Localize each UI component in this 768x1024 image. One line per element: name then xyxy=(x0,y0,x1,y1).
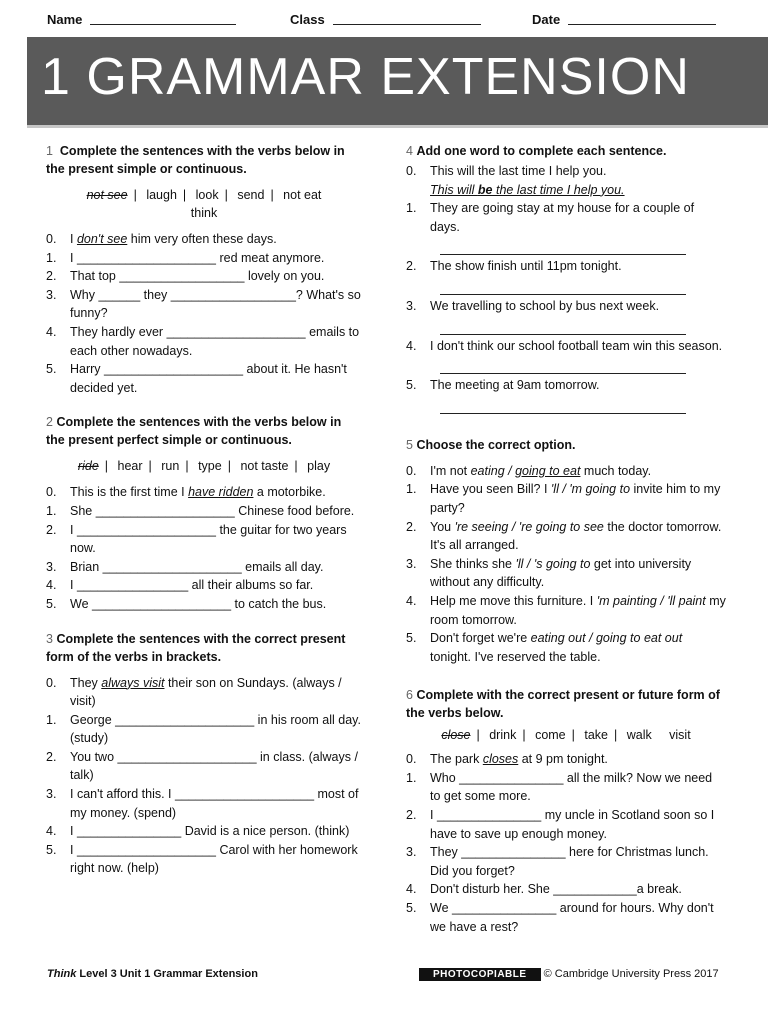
word-bank-item: walk xyxy=(626,728,652,743)
question-item: 2. I _______________ my uncle in Scotland soon so I have to save up enough money. xyxy=(406,808,715,841)
banner-underline xyxy=(27,125,768,128)
example-item: 0. They always visit their son on Sundays. (always / visit) xyxy=(46,675,342,709)
question-list xyxy=(406,750,726,936)
question-item: 5. Harry ____________________ about it. He hasn't decided yet. xyxy=(46,362,347,395)
question-item: 1. They are going stay at my house for a couple of days. xyxy=(406,199,726,255)
word-bank-item: hear xyxy=(117,459,143,474)
question-item: 5. We _______________ around for hours. Why don't we have a rest? xyxy=(406,901,714,934)
date-label: Date xyxy=(532,12,561,27)
question-item: 2. You 're seeing / 're going to see the doctor tomorrow. It's all arranged. xyxy=(406,519,722,553)
model-answer: going to eat xyxy=(515,463,581,478)
word-bank-item: come xyxy=(535,728,566,743)
question-item: 1. Who _______________ all the milk? Now we need to get some more. xyxy=(406,770,713,804)
option-pair: 'll / 'm going to xyxy=(550,482,631,497)
word-bank-example: not see xyxy=(86,188,128,202)
exercise-instructions: Add one word to complete each sentence. xyxy=(416,144,667,158)
question-item: 4. They hardly ever ____________________ emails to each other nowadays. xyxy=(46,324,360,358)
question-item: 4. I ________________ all their albums so far. xyxy=(46,578,314,593)
model-answer: always visit xyxy=(101,675,165,690)
question-item: 1. George ____________________ in his room all day. (study) xyxy=(46,712,361,746)
question-item: 5. Don't forget we're eating out / going to eat out tonight. I've reserved the table. xyxy=(406,631,683,664)
left-column xyxy=(46,142,362,894)
word-bank-item: drink xyxy=(489,728,517,743)
question-item: 3. Brian ____________________ emails all day. xyxy=(46,559,324,574)
option-pair: 'm painting / 'll paint xyxy=(596,593,706,608)
example-item: 0. I don't see him very often these days. xyxy=(46,232,277,246)
question-item: 1. Have you seen Bill? I 'll / 'm going to invite him to my party? xyxy=(406,482,721,515)
example-item: 0. This is the first time I have ridden a motorbike. xyxy=(46,485,326,500)
footer-left xyxy=(47,968,258,980)
exercise-number: 2 xyxy=(46,415,53,430)
word-bank-item: not taste xyxy=(240,459,289,474)
model-answer: This will be the last time I help you. xyxy=(430,182,625,197)
exercise-2-title xyxy=(46,413,362,449)
class-line xyxy=(333,12,481,25)
question-item: 2. I ____________________ the guitar for two years now. xyxy=(46,522,347,556)
page-title: 1 GRAMMAR EXTENSION xyxy=(41,48,690,106)
word-bank-item: laugh xyxy=(146,188,177,202)
word-bank-item: type xyxy=(198,459,222,474)
word-bank-example: ride xyxy=(77,459,99,474)
right-column xyxy=(406,142,726,952)
question-item: 3. I can't afford this. I ____________________ most of my money. (spend) xyxy=(46,787,359,820)
exercise-instructions: Complete the sentences with the correct present form of the verbs in brackets. xyxy=(46,631,346,664)
question-item: 5. We ____________________ to catch the bus. xyxy=(46,596,327,611)
name-line xyxy=(90,12,236,25)
exercise-1 xyxy=(46,142,362,397)
exercise-instructions: Complete with the correct present or future form of the verbs below. xyxy=(406,688,720,721)
exercise-5-title xyxy=(406,436,726,454)
question-list xyxy=(406,462,726,667)
photocopiable-badge: PHOTOCOPIABLE xyxy=(419,968,541,981)
answer-line xyxy=(440,324,686,335)
word-bank-item: think xyxy=(190,206,218,220)
question-list xyxy=(46,483,362,613)
word-bank: ride | hear | run | type | not taste | play xyxy=(77,459,331,474)
question-item: 2. That top __________________ lovely on you. xyxy=(46,269,325,284)
exercise-number: 1 xyxy=(46,144,53,158)
think-brand: Think xyxy=(47,968,77,980)
question-item: 4. Don't disturb her. She ____________a break. xyxy=(406,882,682,897)
exercise-instructions: Complete the sentences with the verbs below in the present perfect simple or continuous. xyxy=(46,415,342,448)
exercise-1-title xyxy=(46,142,362,178)
example-item: 0. This will the last time I help you. This will be the last time I help you. xyxy=(406,164,625,197)
exercise-6 xyxy=(406,686,726,936)
footer-unit: Level 3 Unit 1 Grammar Extension xyxy=(76,968,258,980)
question-item: 4. I don't think our school football team win this season. xyxy=(406,337,726,375)
word-bank-item: run xyxy=(161,459,180,474)
word-bank-example: close xyxy=(441,728,471,743)
answer-line xyxy=(440,363,686,374)
question-item: 3. She thinks she 'll / 's going to get into university without any difficulty. xyxy=(406,556,692,590)
question-list xyxy=(46,230,362,397)
word-bank-item: look xyxy=(195,188,219,202)
question-item: 4. I _______________ David is a nice person. (think) xyxy=(46,824,350,839)
model-answer: don't see xyxy=(76,232,128,246)
name-label: Name xyxy=(47,12,83,27)
question-item: 5. I ____________________ Carol with her homework right now. (help) xyxy=(46,842,358,876)
exercise-number: 6 xyxy=(406,688,413,703)
question-item: 3. They _______________ here for Christmas lunch. Did you forget? xyxy=(406,845,709,878)
option-pair: 'll / 's going to xyxy=(515,556,591,571)
copyright-text: © Cambridge University Press 2017 xyxy=(543,968,719,980)
model-answer: closes xyxy=(482,752,519,767)
class-field xyxy=(290,12,481,27)
exercise-number: 5 xyxy=(406,437,413,452)
example-item: 0. The park closes at 9 pm tonight. xyxy=(406,752,608,767)
option-pair: 're seeing / 're going to see xyxy=(454,519,604,534)
word-bank-item: not eat xyxy=(283,188,322,202)
word-bank-item: visit xyxy=(669,728,691,743)
exercise-number: 3 xyxy=(46,631,53,646)
question-item: 4. Help me move this furniture. I 'm painting / 'll paint my room tomorrow. xyxy=(406,593,726,627)
question-item: 2. The show finish until 11pm tonight. xyxy=(406,257,726,295)
exercise-4 xyxy=(406,142,726,414)
question-item: 3. We travelling to school by bus next week. xyxy=(406,297,726,335)
word-bank-item: take xyxy=(584,728,609,743)
exercise-5 xyxy=(406,436,726,667)
exercise-4-title xyxy=(406,142,726,160)
exercise-2 xyxy=(46,413,362,613)
answer-line xyxy=(440,284,686,295)
footer-right xyxy=(419,968,719,980)
question-item: 1. She ____________________ Chinese food before. xyxy=(46,503,355,518)
exercise-number: 4 xyxy=(406,144,413,158)
example-item: 0. I'm not eating / going to eat much today. xyxy=(406,463,652,478)
exercise-3 xyxy=(46,630,362,879)
date-field xyxy=(532,12,716,27)
answer-line xyxy=(440,403,686,414)
exercise-instructions: Choose the correct option. xyxy=(416,437,576,452)
word-bank-item: send xyxy=(237,188,265,202)
question-list xyxy=(406,162,726,414)
date-line xyxy=(568,12,716,25)
exercise-instructions: Complete the sentences with the verbs below in the present simple or continuous. xyxy=(46,144,345,176)
class-label: Class xyxy=(290,12,325,27)
word-bank: not see | laugh | look | send | not eat think xyxy=(86,188,322,220)
question-list xyxy=(46,674,362,879)
name-field xyxy=(47,12,236,27)
word-bank-item: play xyxy=(307,459,331,474)
question-item: 1. I ____________________ red meat anymore. xyxy=(46,250,325,265)
model-answer: have ridden xyxy=(188,485,254,500)
option-pair: eating out / going to eat out xyxy=(530,631,683,646)
word-bank: close | drink | come | take | walk visit xyxy=(441,728,691,743)
question-item: 2. You two ____________________ in class. (always / talk) xyxy=(46,749,358,783)
title-banner xyxy=(27,37,768,125)
exercise-6-title xyxy=(406,686,726,722)
question-item: 3. Why ______ they __________________? What's so funny? xyxy=(46,287,361,321)
answer-line xyxy=(440,244,686,255)
question-item: 5. The meeting at 9am tomorrow. xyxy=(406,376,726,414)
exercise-3-title xyxy=(46,630,362,666)
